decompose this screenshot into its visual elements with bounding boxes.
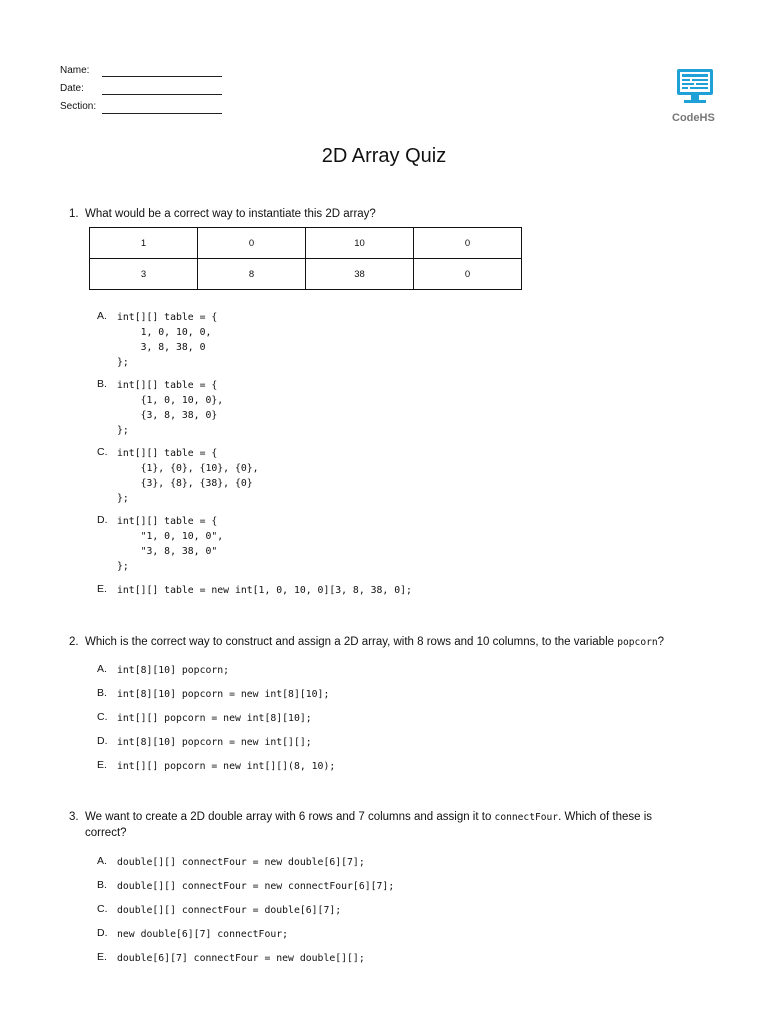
codehs-logo <box>672 66 718 114</box>
option-letter: E. <box>97 951 107 963</box>
table-cell: 0 <box>198 228 306 259</box>
option-letter: E. <box>97 759 107 771</box>
question-2 <box>69 634 759 650</box>
question-text: correct? <box>85 827 127 839</box>
section-label: Section: <box>60 101 97 112</box>
option-d-code: int[8][10] popcorn = new int[][]; <box>117 737 312 748</box>
page-title: 2D Array Quiz <box>321 145 447 167</box>
option-c-code: double[][] connectFour = double[6][7]; <box>117 905 342 916</box>
table-row <box>90 259 522 290</box>
logo-text: CodeHS <box>672 112 715 124</box>
option-d-code: int[][] table = { "1, 0, 10, 0", "3, 8, 38, 0" }; <box>117 516 224 572</box>
option-letter: C. <box>97 446 108 458</box>
option-b-code: int[8][10] popcorn = new int[8][10]; <box>117 689 330 700</box>
option-letter: B. <box>97 378 107 390</box>
option-a-code: double[][] connectFour = new double[6][7]; <box>117 857 365 868</box>
option-c-code: int[][] popcorn = new int[8][10]; <box>117 713 312 724</box>
option-a-code: int[][] table = { 1, 0, 10, 0, 3, 8, 38, 0 }; <box>117 312 218 368</box>
option-letter: A. <box>97 310 107 322</box>
option-letter: A. <box>97 855 107 867</box>
option-e-code: int[][] popcorn = new int[][](8, 10); <box>117 761 336 772</box>
date-label: Date: <box>60 83 84 94</box>
question-text: What would be a correct way to instantiate this 2D array? <box>85 208 376 220</box>
name-line <box>102 76 222 77</box>
question-1 <box>69 206 749 222</box>
section-line <box>102 113 222 114</box>
option-letter: D. <box>97 735 108 747</box>
question-number: 1. <box>69 208 79 220</box>
question-3 <box>69 809 759 841</box>
date-line <box>102 94 222 95</box>
option-letter: D. <box>97 927 108 939</box>
question-number: 2. <box>69 636 79 648</box>
code-word: popcorn <box>617 637 658 648</box>
array-table <box>89 227 522 290</box>
code-word: connectFour <box>494 812 559 823</box>
option-letter: B. <box>97 687 107 699</box>
option-e-code: int[][] table = new int[1, 0, 10, 0][3, 8, 38, 0]; <box>117 585 412 596</box>
option-c-code: int[][] table = { {1}, {0}, {10}, {0}, {3}, {8}, {38}, {0} }; <box>117 448 259 504</box>
name-label: Name: <box>60 65 90 76</box>
table-cell: 38 <box>306 259 414 290</box>
option-letter: D. <box>97 514 108 526</box>
table-cell: 3 <box>90 259 198 290</box>
question-text: . Which of these is <box>558 811 653 823</box>
option-letter: C. <box>97 711 108 723</box>
question-punctuation: ? <box>657 636 665 648</box>
table-cell: 1 <box>90 228 198 259</box>
question-text-line <box>85 809 652 826</box>
option-b-code: int[][] table = { {1, 0, 10, 0}, {3, 8, 38, 0} }; <box>117 380 224 436</box>
table-row <box>90 228 522 259</box>
option-e-code: double[6][7] connectFour = new double[][]; <box>117 953 365 964</box>
monitor-icon <box>672 66 718 112</box>
question-text-line <box>85 634 664 651</box>
table-cell: 0 <box>414 228 522 259</box>
question-number: 3. <box>69 811 79 823</box>
option-d-code: new double[6][7] connectFour; <box>117 929 289 940</box>
option-a-code: int[8][10] popcorn; <box>117 665 230 676</box>
option-letter: E. <box>97 583 107 595</box>
table-cell: 8 <box>198 259 306 290</box>
table-cell: 10 <box>306 228 414 259</box>
option-letter: C. <box>97 903 108 915</box>
option-b-code: double[][] connectFour = new connectFour[6][7]; <box>117 881 395 892</box>
question-text: We want to create a 2D double array with 6 rows and 7 columns and assign it to <box>85 811 492 823</box>
question-text: Which is the correct way to construct and assign a 2D array, with 8 rows and 10 columns, to the variable <box>85 636 615 648</box>
option-letter: B. <box>97 879 107 891</box>
option-letter: A. <box>97 663 107 675</box>
table-cell: 0 <box>414 259 522 290</box>
